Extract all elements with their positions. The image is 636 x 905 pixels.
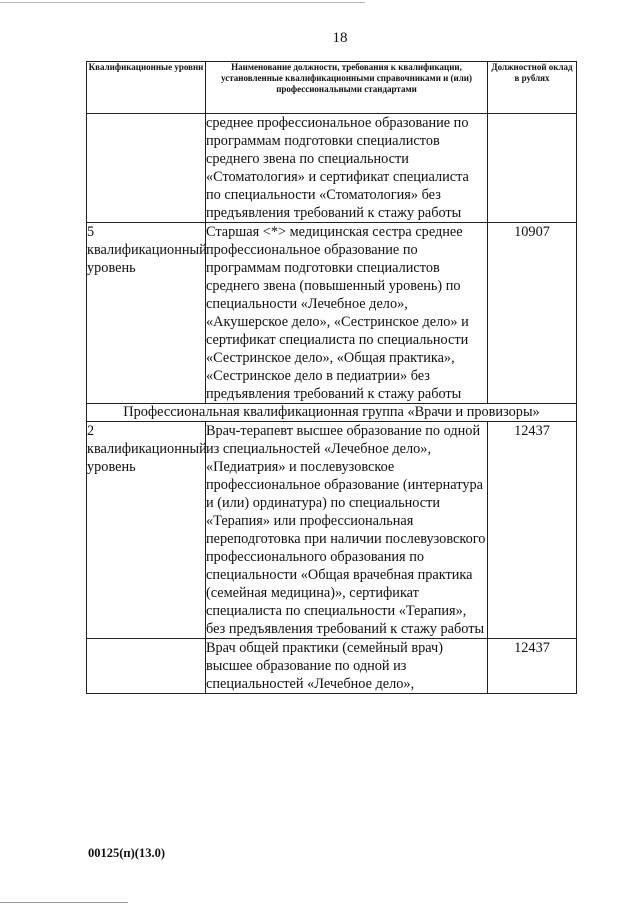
group-title-row (87, 404, 577, 422)
cell-salary: 12437 (488, 422, 577, 639)
cell-level (87, 639, 206, 694)
cell-salary (488, 114, 577, 223)
cell-level: 2 квалификационный уровень (87, 422, 206, 639)
cell-salary: 12437 (488, 639, 577, 694)
group-title: Профессиональная квалификационная группа «Врачи и провизоры» (87, 404, 577, 422)
scan-edge-line (0, 902, 128, 903)
table-row (87, 114, 577, 223)
cell-salary: 10907 (488, 223, 577, 404)
table-row (87, 639, 577, 694)
header-levels: Квалификационные уровни (87, 62, 206, 114)
scan-edge-line (0, 2, 365, 3)
cell-description: Врач общей практики (семейный врач) высшее образование по одной из специальностей «Лечебное дело», (206, 639, 488, 694)
document-code: 00125(п)(13.0) (88, 846, 165, 860)
table-header-row (87, 62, 577, 114)
cell-description: среднее профессиональное образование по программам подготовки специалистов среднего звена по специальности «Стоматология» и сертификат специалиста по специальности «Стоматология» без предъявления требований к стажу работы (206, 114, 488, 223)
cell-level (87, 114, 206, 223)
page-number: 18 (332, 30, 348, 46)
table-row (87, 223, 577, 404)
cell-description: Старшая <*> медицинская сестра среднее профессиональное образование по программам подготовки специалистов среднего звена (повышенный уровень) по специальности «Лечебное дело», «Акушерское дело», «Сестринское дело» и сертификат специалиста по специальности «Сестринское дело», «Общая практика», «Сестринское дело в педиатрии» без предъявления требований к стажу работы (206, 223, 488, 404)
table-row (87, 422, 577, 639)
cell-description: Врач-терапевт высшее образование по одной из специальностей «Лечебное дело», «Педиатрия» и послевузовское профессиональное образование (интернатура и (или) ординатура) по специальности «Терапия» или профессиональная переподготовка при наличии послевузовского профессионального образования по специальности «Общая врачебная практика (семейная медицина)», сертификат специалиста по специальности «Терапия», без предъявления требований к стажу работы (206, 422, 488, 639)
header-position: Наименование должности, требования к квалификации, установленные квалификационными справочниками и (или) профессиональными стандартами (206, 62, 488, 114)
qualification-table (86, 61, 577, 694)
cell-level: 5 квалификационный уровень (87, 223, 206, 404)
header-salary: Должностной оклад в рублях (488, 62, 577, 114)
